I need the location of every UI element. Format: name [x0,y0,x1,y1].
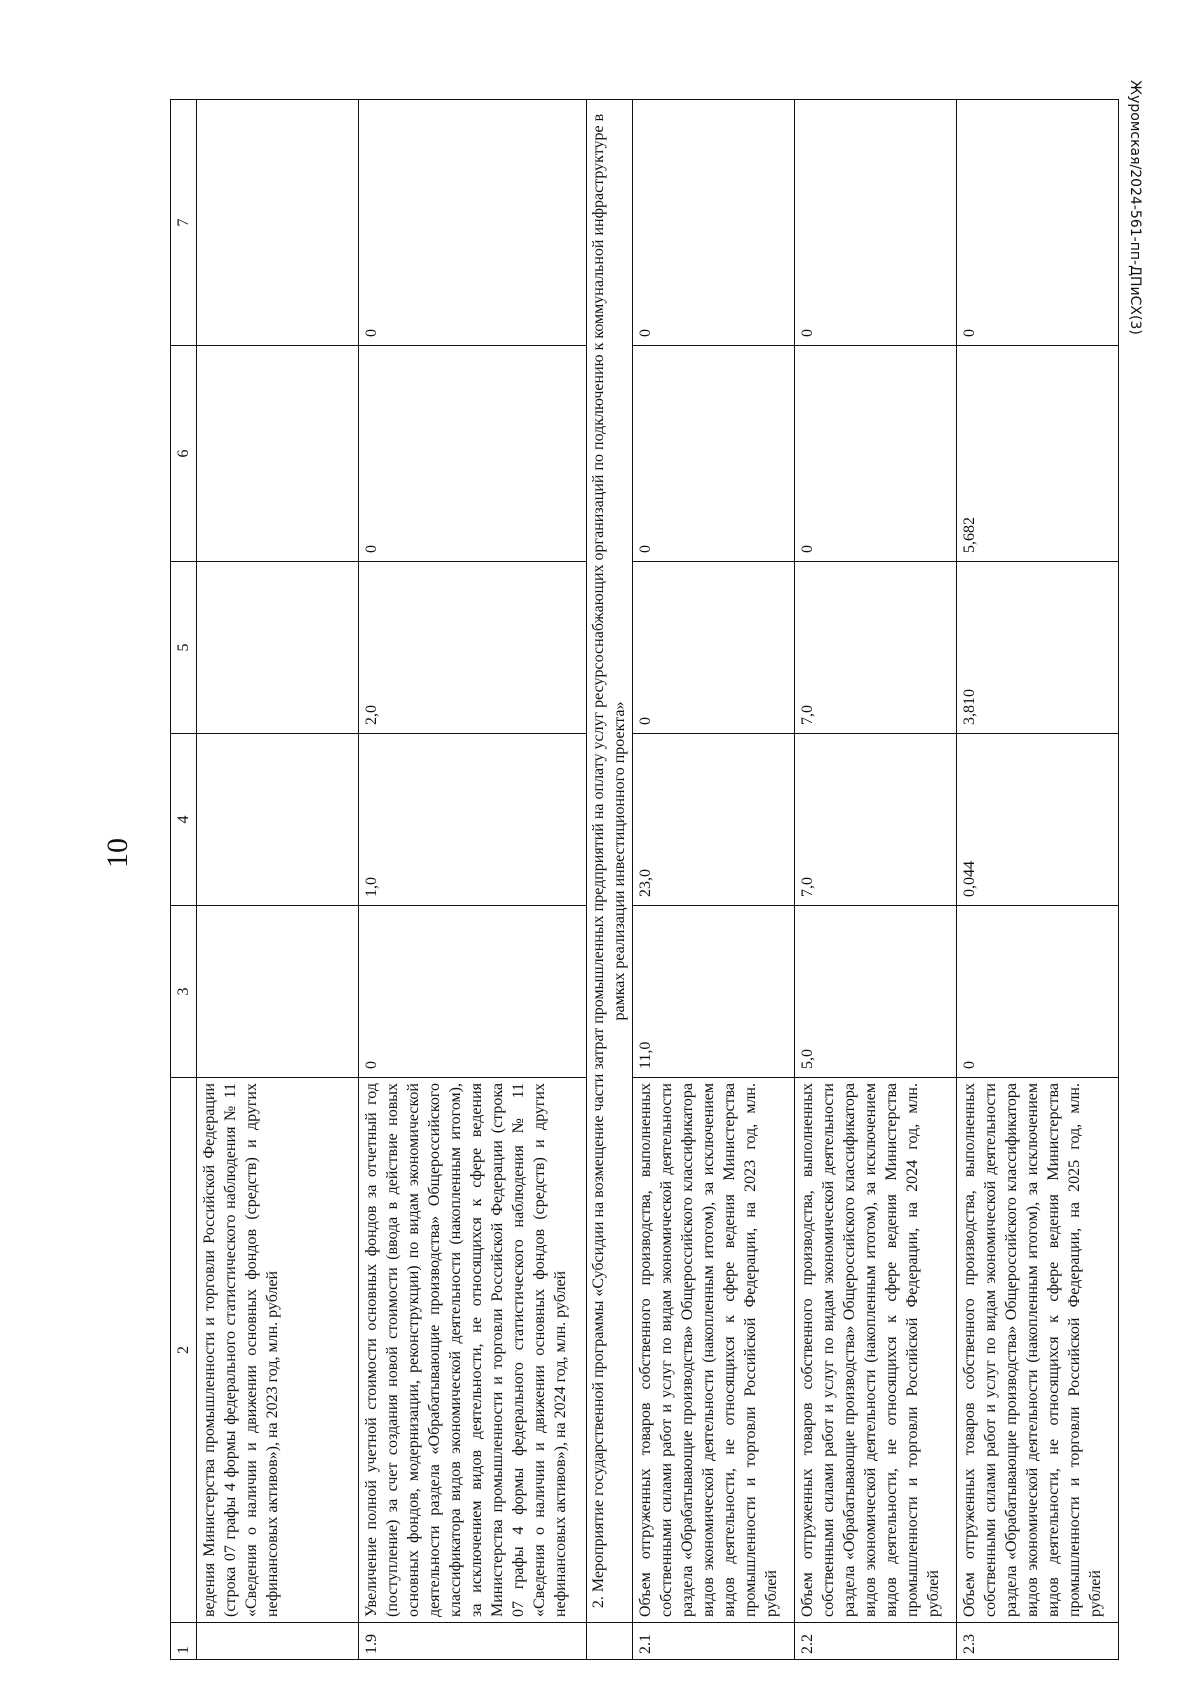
cell-value: 3,810 [957,562,1119,734]
indicators-table [170,99,1119,1660]
cell-value: 0,044 [957,734,1119,906]
section-row [587,100,633,1660]
cell-value: 7,0 [795,734,957,906]
table-row [359,100,587,1660]
cell-value: 5,682 [957,346,1119,562]
cell-value: 0 [795,346,957,562]
cell-value [197,734,359,906]
row-code [197,1623,359,1660]
cell-value: 2,0 [359,562,587,734]
table-row [633,100,795,1660]
column-header: 5 [171,562,197,734]
cell-value: 0 [957,906,1119,1078]
cell-value [197,346,359,562]
cell-value: 7,0 [795,562,957,734]
cell-value: 0 [633,562,795,734]
page-number: 10 [101,838,134,868]
table-container [170,100,1107,1660]
row-description: Объем отгруженных товаров собственного производства, выполненных собственными силами работ и услуг по видам экономической деятельности раздела «Обрабатывающие производства» Общероссийского классификатора видов экономической деятельности (накопленным итогом), за исключением видов деятельности, не относящихся к сфере ведения Министерства промышленности и торговли Российской Федерации, на 2023 год, млн. рублей [633,1078,795,1623]
row-code: 2.3 [957,1623,1119,1660]
row-description: ведения Министерства промышленности и торговли Российской Федерации (строка 07 графы 4 формы федерального статистического наблюдения № 11 «Сведения о наличии и движении основных фондов (средств) и других нефинансовых активов»), на 2023 год, млн. рублей [197,1078,359,1623]
cell-value: 5,0 [795,906,957,1078]
cell-value: 1,0 [359,734,587,906]
cell-value: 0 [359,906,587,1078]
column-header: 6 [171,346,197,562]
column-header: 4 [171,734,197,906]
cell-value: 0 [359,100,587,346]
cell-value [197,562,359,734]
table-row [795,100,957,1660]
row-code: 2.2 [795,1623,957,1660]
cell-value: 0 [633,100,795,346]
cell-value: 23,0 [633,734,795,906]
column-header: 1 [171,1623,197,1660]
row-description: Увеличение полной учетной стоимости основных фондов за отчетный год (поступление) за счет создания новой стоимости (ввода в действие новых основных фондов, модернизации, реконструкции) по видам экономической деятельности раздела «Обрабатывающие производства» Общероссийского классификатора видов экономической деятельности (накопленным итогом), за исключением видов деятельности, не относящихся к сфере ведения Министерства промышленности и торговли Российской Федерации (строка 07 графы 4 формы федерального статистического наблюдения № 11 «Сведения о наличии и движении основных фондов (средств) и других нефинансовых активов»), на 2024 год, млн. рублей [359,1078,587,1623]
cell-value: 0 [957,100,1119,346]
row-description: Объем отгруженных товаров собственного производства, выполненных собственными силами работ и услуг по видам экономической деятельности раздела «Обрабатывающие производства» Общероссийского классификатора видов экономической деятельности (накопленным итогом), за исключением видов деятельности, не относящихся к сфере ведения Министерства промышленности и торговли Российской Федерации, на 2024 год, млн. рублей [795,1078,957,1623]
table-header-row [171,100,197,1660]
column-header: 7 [171,100,197,346]
row-description: Объем отгруженных товаров собственного производства, выполненных собственными силами работ и услуг по видам экономической деятельности раздела «Обрабатывающие производства» Общероссийского классификатора видов экономической деятельности (накопленным итогом), за исключением видов деятельности, не относящихся к сфере ведения Министерства промышленности и торговли Российской Федерации, на 2025 год, млн. рублей [957,1078,1119,1623]
document-code: Журомская/2024-561-пп-ДПиСХ(3) [1127,80,1143,335]
row-code: 2.1 [633,1623,795,1660]
table-row [197,100,359,1660]
section-heading: 2. Мероприятие государственной программы «Субсидии на возмещение части затрат промышленных предприятий на оплату услуг ресурсоснабжающих организаций по подключению к коммунальной инфраструктуре в рамках реализации инвестиционного проекта» [587,100,633,1623]
row-code: 1.9 [359,1623,587,1660]
column-header: 3 [171,906,197,1078]
column-header: 2 [171,1078,197,1623]
cell-value [197,906,359,1078]
cell-value: 11,0 [633,906,795,1078]
cell-value [197,100,359,346]
table-row [957,100,1119,1660]
cell-value: 0 [359,346,587,562]
cell-value: 0 [633,346,795,562]
cell-value: 0 [795,100,957,346]
